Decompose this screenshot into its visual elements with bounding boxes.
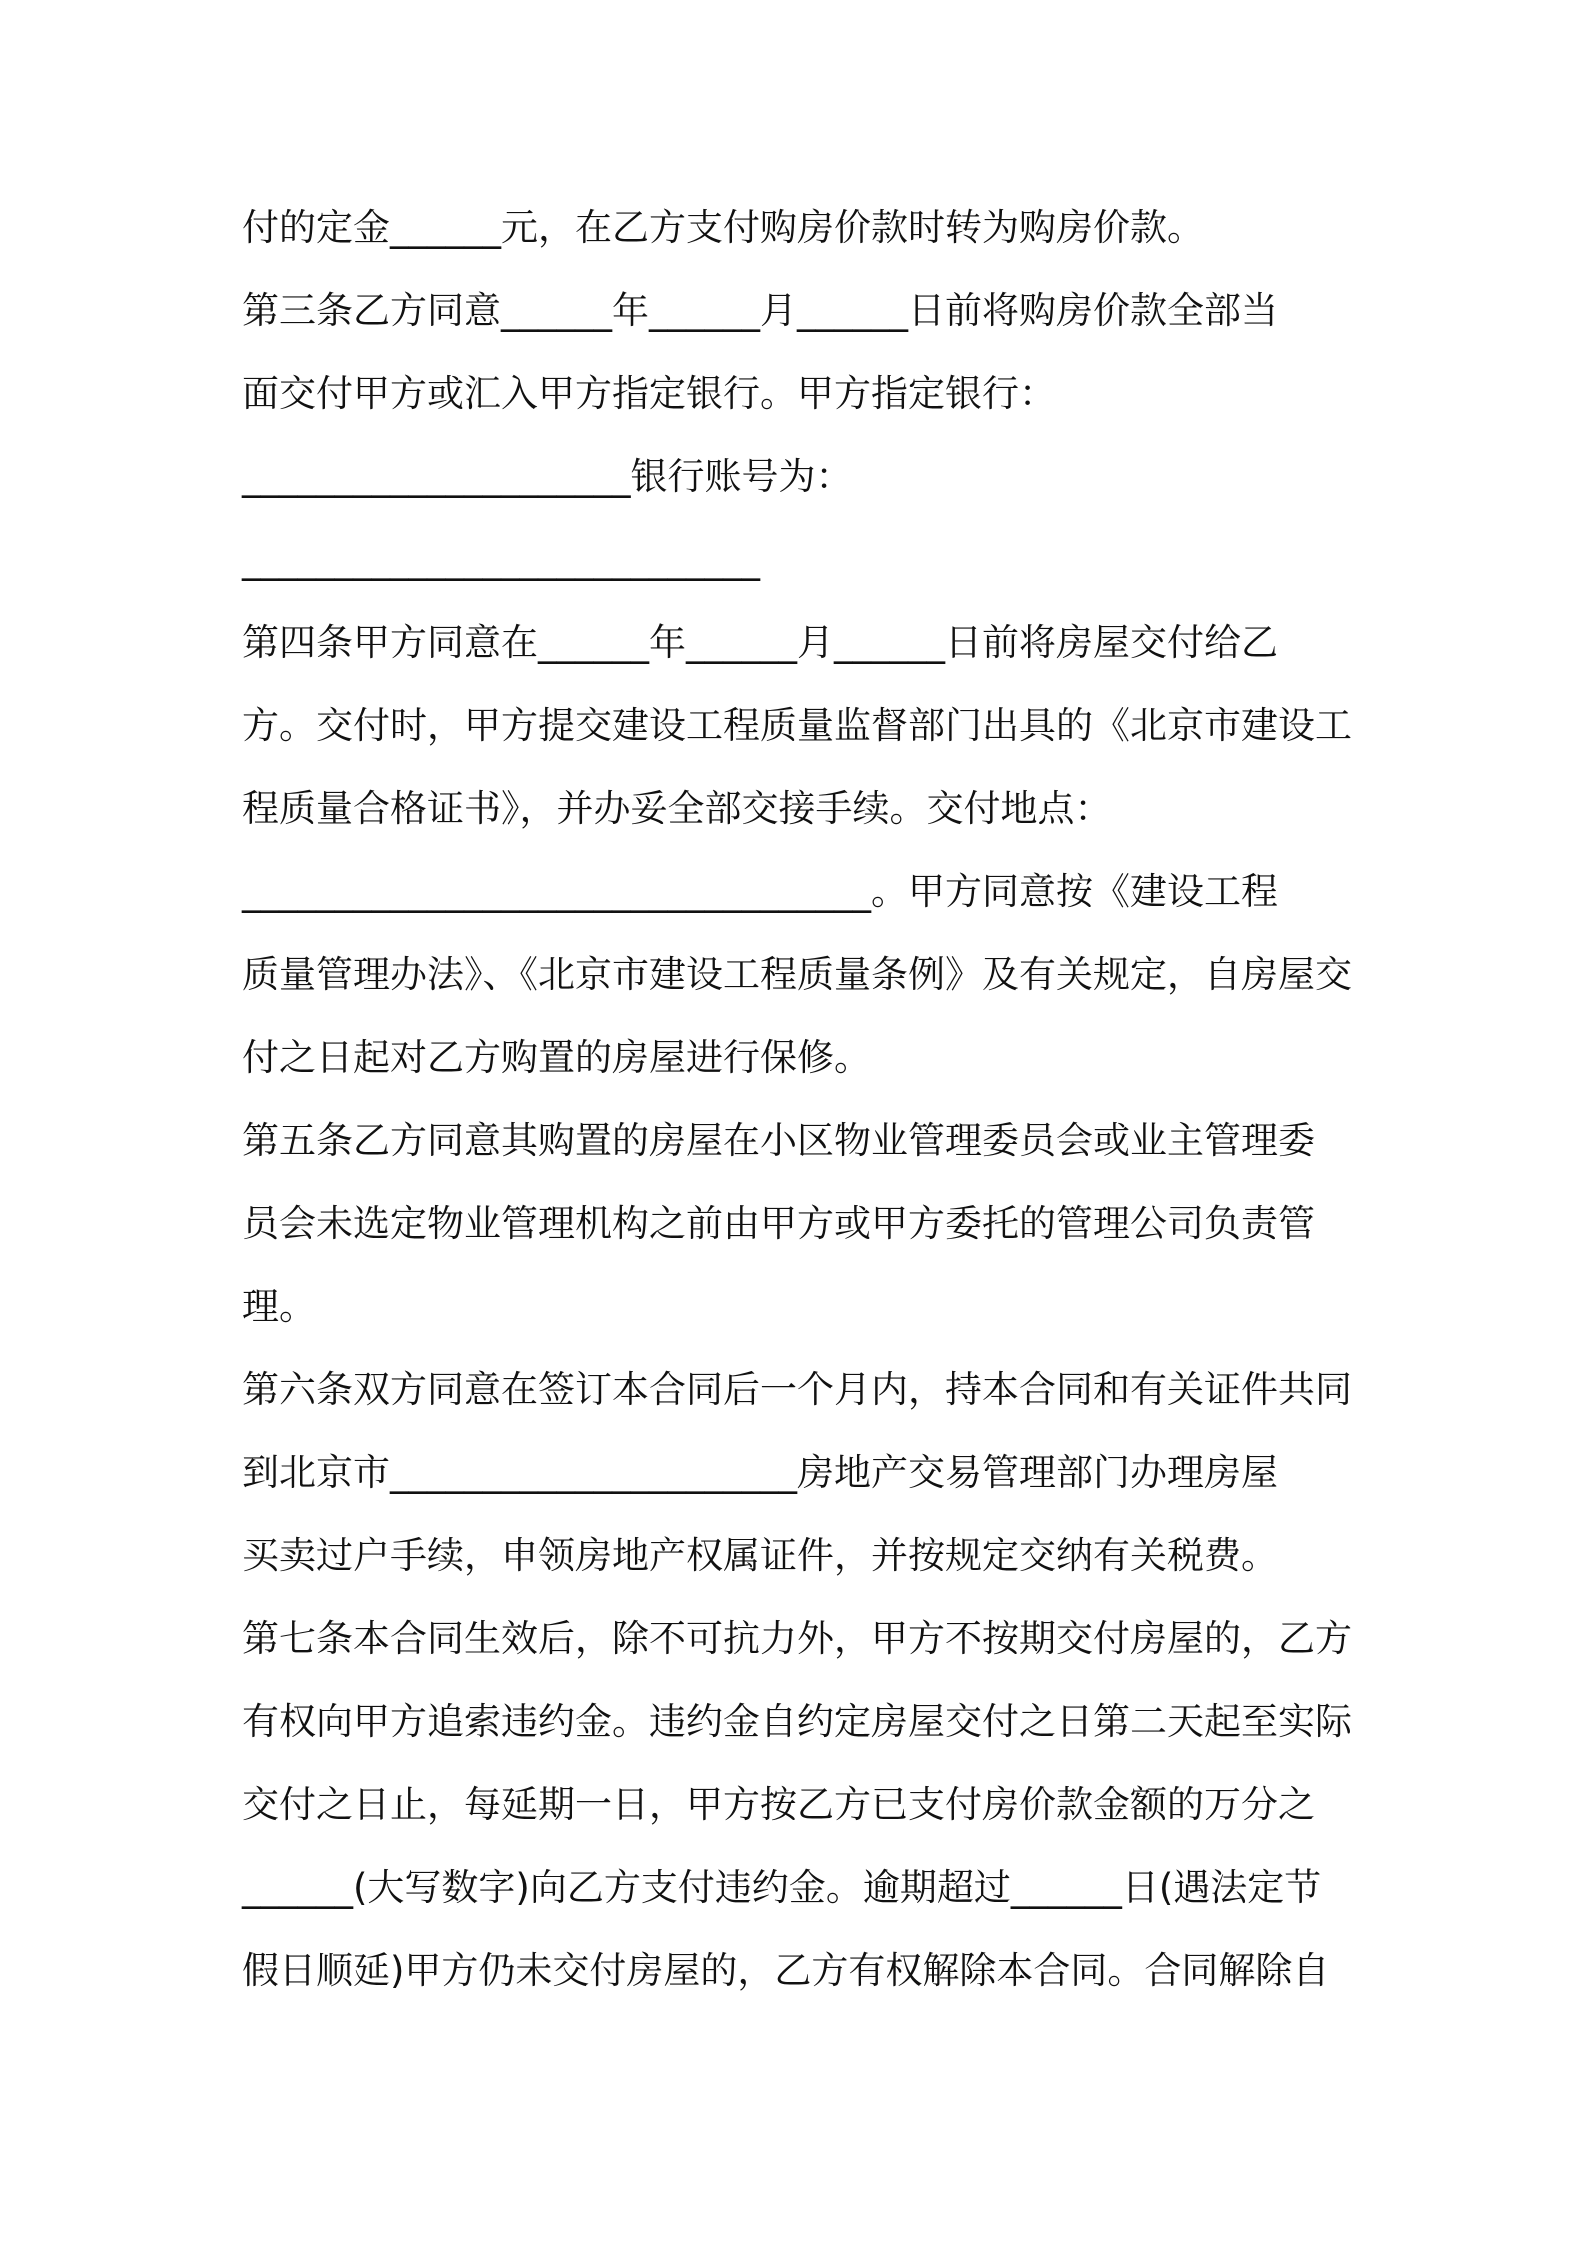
text-line: 有权向甲方追索违约金。违约金自约定房屋交付之日第二天起至实际 xyxy=(242,1700,1352,1743)
text-line: 程质量合格证书》，并办妥全部交接手续。交付地点： xyxy=(242,787,1112,830)
text-line: 假日顺延)甲方仍未交付房屋的，乙方有权解除本合同。合同解除自 xyxy=(242,1949,1330,1992)
text-line: 第七条本合同生效后，除不可抗力外，甲方不按期交付房屋的，乙方 xyxy=(242,1617,1352,1660)
text-line: ______(大写数字)向乙方支付违约金。逾期超过______日(遇法定节 xyxy=(242,1866,1322,1909)
text-line: 付的定金______元，在乙方支付购房价款时转为购房价款。 xyxy=(242,206,1204,249)
text-line: 员会未选定物业管理机构之前由甲方或甲方委托的管理公司负责管 xyxy=(242,1202,1315,1245)
text-line: ____________________________ xyxy=(242,538,760,581)
text-line: 付之日起对乙方购置的房屋进行保修。 xyxy=(242,1036,871,1079)
text-line: 到北京市______________________房地产交易管理部门办理房屋 xyxy=(242,1451,1278,1494)
text-line: 交付之日止，每延期一日，甲方按乙方已支付房价款金额的万分之 xyxy=(242,1783,1315,1826)
text-line: 质量管理办法》、《北京市建设工程质量条例》及有关规定，自房屋交 xyxy=(242,953,1352,996)
text-line: _____________________银行账号为： xyxy=(242,455,853,498)
text-line: 方。交付时，甲方提交建设工程质量监督部门出具的《北京市建设工 xyxy=(242,704,1352,747)
text-line: 面交付甲方或汇入甲方指定银行。甲方指定银行： xyxy=(242,372,1056,415)
text-line: 第六条双方同意在签订本合同后一个月内，持本合同和有关证件共同 xyxy=(242,1368,1352,1411)
text-line: 第三条乙方同意______年______月______日前将购房价款全部当 xyxy=(242,289,1278,332)
text-line: 第五条乙方同意其购置的房屋在小区物业管理委员会或业主管理委 xyxy=(242,1119,1315,1162)
text-line: __________________________________。甲方同意按《建设工程 xyxy=(242,870,1278,913)
contract-body xyxy=(242,186,1362,2012)
text-line: 第四条甲方同意在______年______月______日前将房屋交付给乙 xyxy=(242,621,1278,664)
text-line: 理。 xyxy=(242,1285,316,1328)
text-line: 买卖过户手续，申领房地产权属证件，并按规定交纳有关税费。 xyxy=(242,1534,1278,1577)
